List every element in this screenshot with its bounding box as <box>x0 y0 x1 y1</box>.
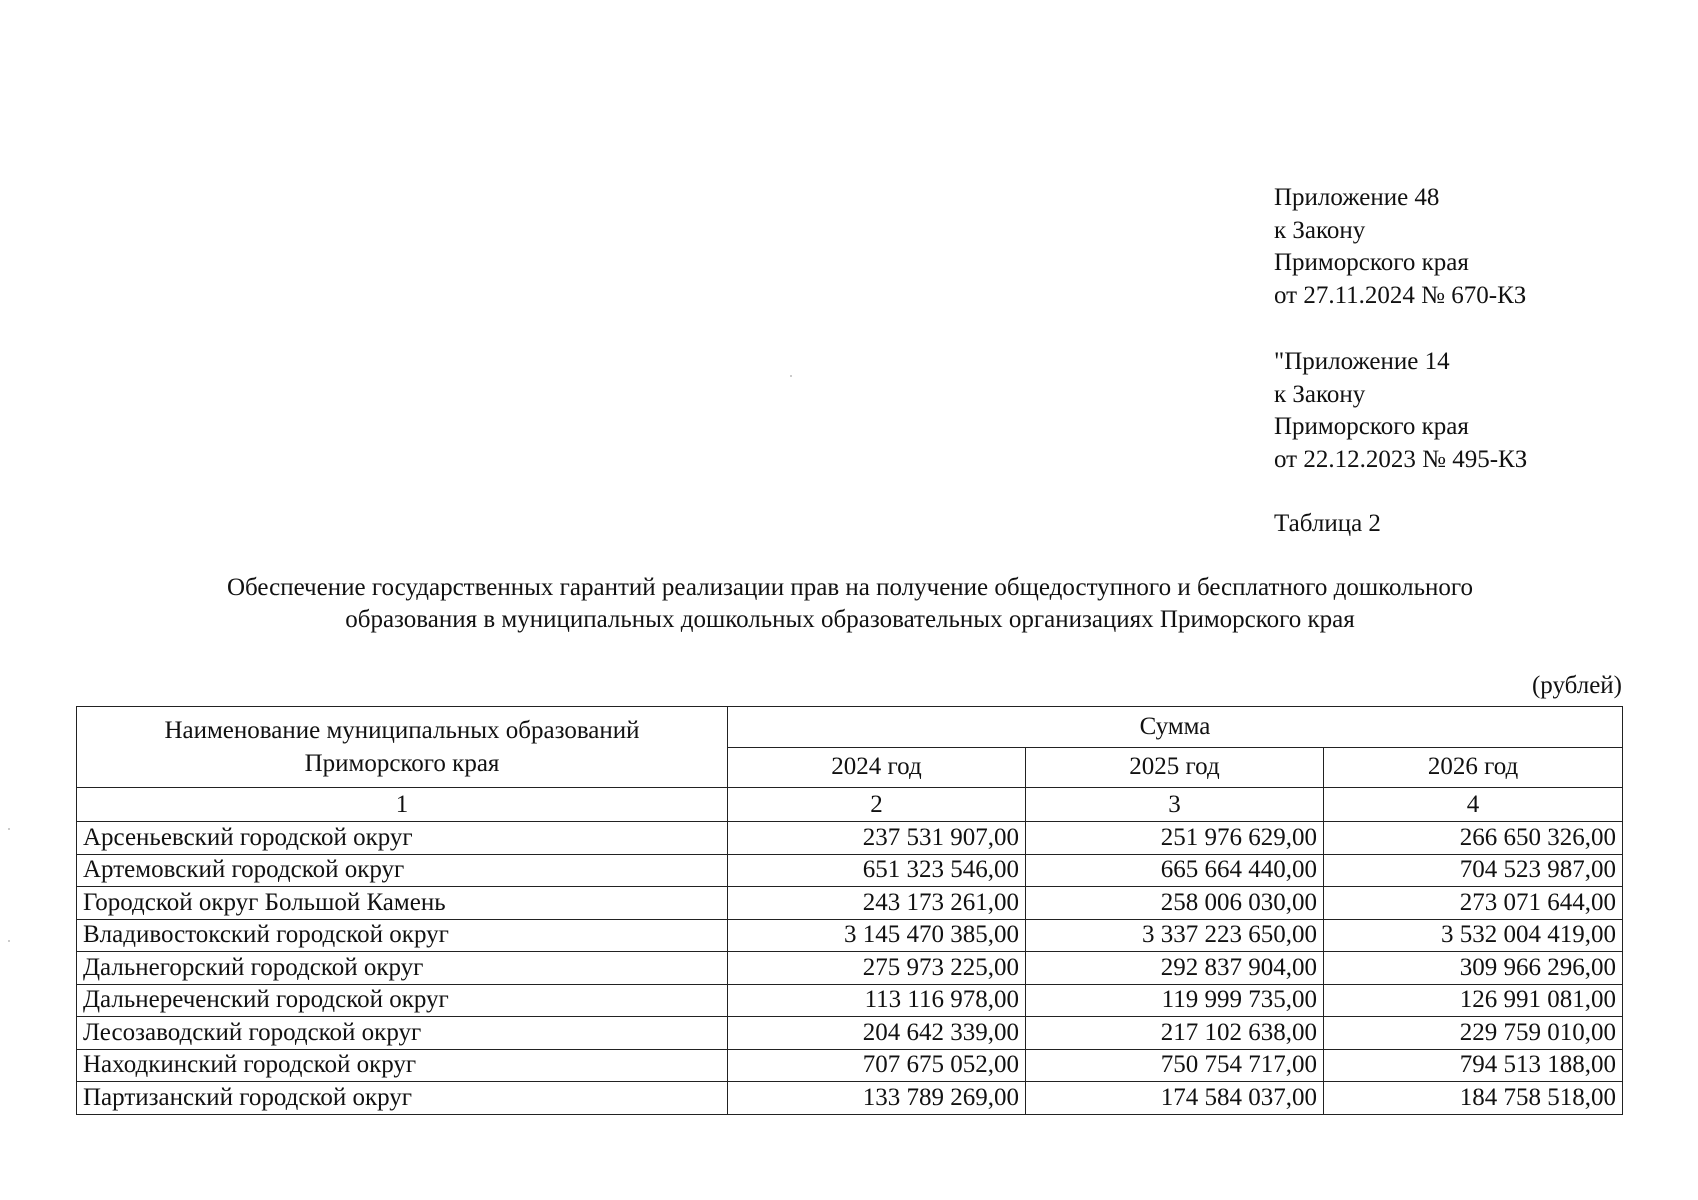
table-row <box>77 854 1623 887</box>
table-row <box>77 1049 1623 1082</box>
table-label: Таблица 2 <box>1274 510 1381 537</box>
table-row <box>77 1082 1623 1115</box>
municipality-name: Находкинский городской округ <box>77 1049 728 1082</box>
amount-2025: 750 754 717,00 <box>1026 1049 1324 1082</box>
appendix-line: "Приложение 14 <box>1274 348 1450 375</box>
table-row <box>77 919 1623 952</box>
amount-2026: 266 650 326,00 <box>1324 822 1623 855</box>
municipality-name: Партизанский городской округ <box>77 1082 728 1115</box>
appendix-line: от 22.12.2023 № 495-КЗ <box>1274 445 1528 473</box>
amount-2024: 133 789 269,00 <box>728 1082 1026 1115</box>
header-name-line: Приморского края <box>304 750 500 777</box>
municipality-name: Арсеньевский городской округ <box>77 822 728 855</box>
amount-2025: 3 337 223 650,00 <box>1026 919 1324 952</box>
municipality-name: Лесозаводский городской округ <box>77 1017 728 1050</box>
amount-2025: 258 006 030,00 <box>1026 887 1324 920</box>
amount-2025: 217 102 638,00 <box>1026 1017 1324 1050</box>
title-line: Обеспечение государственных гарантий реализации прав на получение общедоступного и бесплатного дошкольного <box>226 574 1474 601</box>
table-row <box>77 887 1623 920</box>
amount-2025: 665 664 440,00 <box>1026 854 1324 887</box>
header-year-2024: 2024 год <box>728 747 1026 788</box>
column-number: 3 <box>1026 788 1324 822</box>
table-row <box>77 1017 1623 1050</box>
header-municipality <box>77 707 728 788</box>
column-number: 2 <box>728 788 1026 822</box>
header-year-2026: 2026 год <box>1324 747 1623 788</box>
amount-2026: 704 523 987,00 <box>1324 854 1623 887</box>
column-number: 4 <box>1324 788 1623 822</box>
appendix-line: к Закону <box>1274 216 1366 244</box>
amount-2026: 794 513 188,00 <box>1324 1049 1623 1082</box>
municipality-name: Артемовский городской округ <box>77 854 728 887</box>
amount-2025: 174 584 037,00 <box>1026 1082 1324 1115</box>
amount-2024: 707 675 052,00 <box>728 1049 1026 1082</box>
table-row <box>77 952 1623 985</box>
document-title <box>100 572 1600 636</box>
units-label: (рублей) <box>1531 672 1622 699</box>
amount-2026: 126 991 081,00 <box>1324 984 1623 1017</box>
amount-2026: 309 966 296,00 <box>1324 952 1623 985</box>
scan-speck <box>8 940 10 942</box>
appendix-line: Приморского края <box>1274 249 1469 276</box>
table-row <box>77 984 1623 1017</box>
municipality-name: Дальнереченский городской округ <box>77 984 728 1017</box>
amount-2024: 243 173 261,00 <box>728 887 1026 920</box>
appendix-line: Приложение 48 <box>1274 184 1440 211</box>
scan-speck <box>8 828 10 830</box>
amount-2024: 3 145 470 385,00 <box>728 919 1026 952</box>
amount-2024: 275 973 225,00 <box>728 952 1026 985</box>
table-row <box>77 822 1623 855</box>
amount-2025: 119 999 735,00 <box>1026 984 1324 1017</box>
header-name-line: Наименование муниципальных образований <box>164 717 640 744</box>
amount-2024: 113 116 978,00 <box>728 984 1026 1017</box>
header-sum: Сумма <box>728 707 1623 748</box>
amount-2025: 292 837 904,00 <box>1026 952 1324 985</box>
municipality-name: Владивостокский городской округ <box>77 919 728 952</box>
appendix-line: от 27.11.2024 № 670-КЗ <box>1274 281 1527 309</box>
amount-2024: 651 323 546,00 <box>728 854 1026 887</box>
amount-2026: 3 532 004 419,00 <box>1324 919 1623 952</box>
appendix-note-current <box>1274 182 1526 312</box>
amount-2026: 229 759 010,00 <box>1324 1017 1623 1050</box>
title-line: образования в муниципальных дошкольных образовательных организациях Приморского края <box>345 606 1355 633</box>
column-number: 1 <box>77 788 728 822</box>
header-year-2025: 2025 год <box>1026 747 1324 788</box>
amount-2025: 251 976 629,00 <box>1026 822 1324 855</box>
appendix-line: Приморского края <box>1274 413 1469 440</box>
appendix-note-original <box>1274 346 1527 476</box>
funding-table <box>76 706 1623 1115</box>
amount-2026: 273 071 644,00 <box>1324 887 1623 920</box>
appendix-line: к Закону <box>1274 380 1366 408</box>
amount-2026: 184 758 518,00 <box>1324 1082 1623 1115</box>
amount-2024: 204 642 339,00 <box>728 1017 1026 1050</box>
scan-speck <box>790 375 792 377</box>
municipality-name: Городской округ Большой Камень <box>77 887 728 920</box>
amount-2024: 237 531 907,00 <box>728 822 1026 855</box>
municipality-name: Дальнегорский городской округ <box>77 952 728 985</box>
